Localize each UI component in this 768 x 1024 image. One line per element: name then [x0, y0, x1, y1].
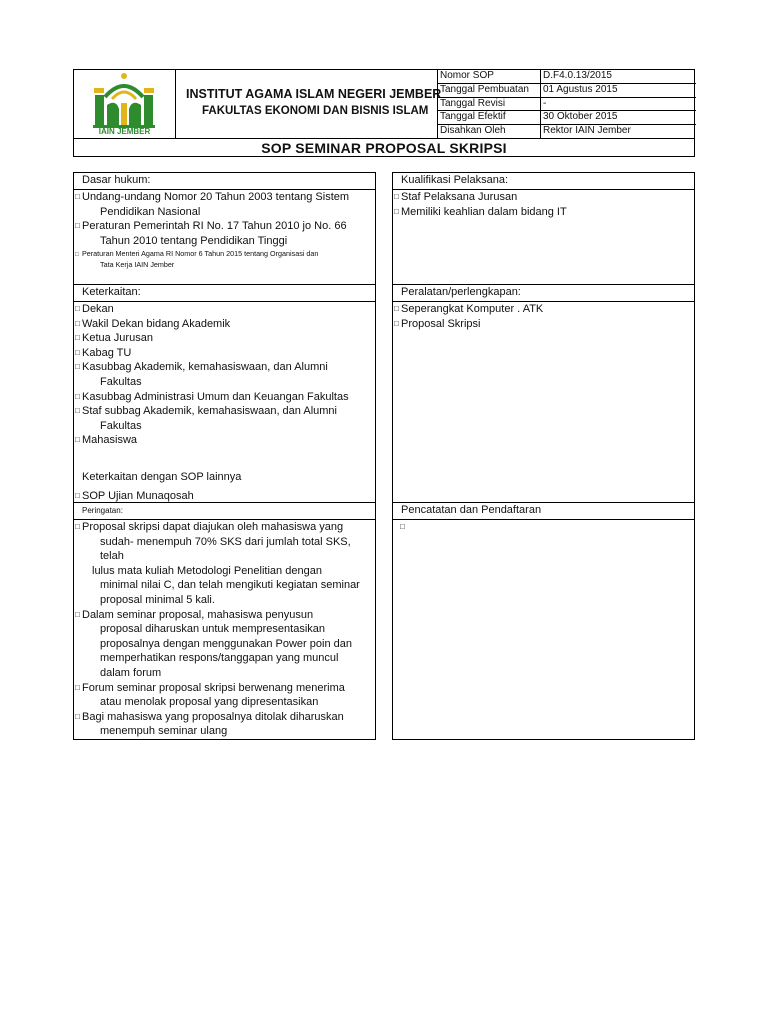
- section-heading: Keterkaitan:: [74, 285, 375, 302]
- item-text: Dalam seminar proposal, mahasiswa penyusun: [82, 608, 314, 621]
- kualifikasi-box: [392, 172, 695, 285]
- checkbox-bullet-icon: □: [75, 522, 80, 531]
- item-text-cont: Fakultas: [100, 419, 142, 432]
- list-item: [393, 190, 694, 205]
- meta-value: 30 Oktober 2015: [540, 110, 694, 124]
- list-item: [393, 520, 694, 535]
- meta-row: [438, 83, 696, 98]
- item-text-cont: sudah- menempuh 70% SKS dari jumlah total SKS, telah: [100, 535, 351, 563]
- peralatan-list: [393, 302, 694, 331]
- item-text-cont: atau menolak proposal yang dipresentasikan: [100, 696, 319, 709]
- dasar-hukum-list: [74, 190, 375, 270]
- checkbox-bullet-icon: □: [75, 406, 80, 416]
- checkbox-bullet-icon: □: [394, 206, 399, 216]
- list-item: [74, 608, 375, 681]
- item-text: Seperangkat Komputer . ATK: [401, 303, 544, 315]
- item-text: Forum seminar proposal skripsi berwenang menerima: [82, 681, 345, 694]
- item-text-cont: menempuh seminar ulang: [100, 725, 228, 738]
- item-text: Memiliki keahlian dalam bidang IT: [401, 205, 567, 218]
- item-text-cont: Pendidikan Nasional: [100, 205, 201, 218]
- item-text: Kasubbag Administrasi Umum dan Keuangan Fakultas: [82, 390, 349, 403]
- list-item: [74, 710, 375, 739]
- section-heading: Pencatatan dan Pendaftaran: [393, 503, 694, 520]
- checkbox-bullet-icon: □: [75, 682, 80, 692]
- logo-cell: [73, 69, 176, 138]
- checkbox-bullet-icon: □: [75, 192, 80, 201]
- item-text: Proposal skripsi dapat diajukan oleh mahasiswa yang: [82, 521, 344, 533]
- item-text: Dekan: [82, 303, 114, 315]
- checkbox-bullet-icon: □: [75, 318, 80, 328]
- list-item: [74, 681, 375, 710]
- list-item: [74, 219, 375, 248]
- item-text-cont: Fakultas: [100, 375, 142, 388]
- item-text: SOP Ujian Munaqosah: [82, 489, 194, 502]
- pencatatan-list: [393, 520, 694, 535]
- list-item: [74, 360, 375, 389]
- checkbox-bullet-icon: □: [75, 609, 80, 619]
- item-text-cont: minimal nilai C, dan telah mengikuti kegiatan seminar: [100, 579, 360, 592]
- item-text: Peraturan Pemerintah RI No. 17 Tahun 2010 jo No. 66: [82, 220, 347, 233]
- list-item: [74, 317, 375, 332]
- checkbox-bullet-icon: □: [75, 391, 80, 401]
- list-item: [393, 317, 694, 332]
- meta-row: [438, 110, 696, 125]
- section-heading: Kualifikasi Pelaksana:: [393, 173, 694, 190]
- peringatan-box: [73, 502, 376, 740]
- item-text: Kabag TU: [82, 346, 132, 359]
- item-text: Undang-undang Nomor 20 Tahun 2003 tentang Sistem: [82, 191, 350, 203]
- meta-label: Disahkan Oleh: [440, 125, 506, 137]
- item-text: [407, 520, 694, 535]
- checkbox-bullet-icon: □: [75, 362, 80, 372]
- item-text-cont: Tahun 2010 tentang Pendidikan Tinggi: [100, 234, 288, 247]
- meta-value: 01 Agustus 2015: [540, 83, 694, 97]
- item-text: Staf Pelaksana Jurusan: [401, 191, 518, 203]
- list-item: [74, 346, 375, 361]
- checkbox-bullet-icon: □: [75, 252, 79, 259]
- meta-label: Tanggal Efektif: [440, 111, 506, 123]
- item-text: Staf subbag Akademik, kemahasiswaan, dan Alumni: [82, 405, 337, 418]
- list-item: [74, 433, 375, 448]
- item-text-cont: dalam forum: [100, 666, 162, 679]
- list-item: [74, 390, 375, 405]
- meta-label: Nomor SOP: [440, 70, 494, 81]
- section-heading: Peringatan:: [74, 503, 375, 520]
- item-text-cont: lulus mata kuliah Metodologi Penelitian dengan: [92, 564, 322, 577]
- checkbox-bullet-icon: □: [75, 490, 80, 500]
- item-text-cont: proposalnya dengan menggunakan Power poin dan: [100, 637, 352, 650]
- list-item: [74, 489, 375, 504]
- meta-row: [438, 69, 696, 84]
- checkbox-bullet-icon: □: [400, 522, 405, 531]
- document-title: SOP SEMINAR PROPOSAL SKRIPSI: [73, 138, 695, 157]
- section-heading: Peralatan/perlengkapan:: [393, 285, 694, 302]
- meta-value: -: [540, 97, 694, 111]
- checkbox-bullet-icon: □: [75, 711, 80, 721]
- item-text: Peraturan Menteri Agama RI Nomor 6 Tahun 2015 tentang Organisasi dan: [82, 249, 319, 259]
- list-item: [74, 302, 375, 317]
- item-text: Mahasiswa: [82, 434, 138, 447]
- peralatan-box: [392, 284, 695, 503]
- checkbox-bullet-icon: □: [75, 347, 80, 357]
- logo-caption: IAIN JEMBER: [98, 127, 151, 136]
- checkbox-bullet-icon: □: [394, 304, 399, 313]
- meta-value: D.F4.0.13/2015: [540, 69, 694, 83]
- checkbox-bullet-icon: □: [75, 435, 80, 445]
- checkbox-bullet-icon: □: [394, 318, 399, 328]
- list-item: [393, 205, 694, 220]
- checkbox-bullet-icon: □: [75, 221, 80, 231]
- meta-label: Tanggal Revisi: [440, 97, 506, 109]
- keterkaitan-box: [73, 284, 376, 503]
- item-text: Wakil Dekan bidang Akademik: [82, 317, 231, 330]
- list-item: [74, 520, 375, 608]
- list-item: [393, 302, 694, 317]
- meta-label: Tanggal Pembuatan: [440, 83, 529, 95]
- item-text-cont: proposal minimal 5 kali.: [100, 593, 215, 606]
- institution-cell: [176, 69, 442, 138]
- item-text: Proposal Skripsi: [401, 317, 481, 330]
- checkbox-bullet-icon: □: [394, 192, 399, 201]
- item-text-cont: memperhatikan respons/tanggapan yang muncul: [100, 652, 339, 665]
- item-text: Kasubbag Akademik, kemahasiswaan, dan Alumni: [82, 361, 328, 374]
- list-item: [74, 331, 375, 346]
- dasar-hukum-box: [73, 172, 376, 285]
- institute-name: INSTITUT AGAMA ISLAM NEGERI JEMBER: [186, 87, 442, 101]
- peringatan-list: [74, 520, 375, 739]
- checkbox-bullet-icon: □: [75, 304, 80, 313]
- related-sop-label: Keterkaitan dengan SOP lainnya: [82, 470, 242, 483]
- sop-meta-table: [437, 69, 695, 138]
- keterkaitan-list: [74, 302, 375, 503]
- list-item: [74, 190, 375, 219]
- item-text: Bagi mahasiswa yang proposalnya ditolak diharuskan: [82, 710, 344, 723]
- faculty-name: FAKULTAS EKONOMI DAN BISNIS ISLAM: [202, 105, 429, 117]
- kualifikasi-list: [393, 190, 694, 219]
- item-text-cont: Tata Kerja IAIN Jember: [100, 260, 175, 270]
- item-text-cont: proposal diharuskan untuk mempresentasikan: [100, 623, 326, 636]
- meta-row: [438, 97, 696, 112]
- checkbox-bullet-icon: □: [75, 333, 80, 343]
- item-text: Ketua Jurusan: [82, 332, 153, 345]
- meta-value: Rektor IAIN Jember: [540, 124, 694, 138]
- meta-row: [438, 124, 696, 138]
- section-heading: Dasar hukum:: [74, 173, 375, 190]
- pencatatan-box: [392, 502, 695, 740]
- list-item: [74, 248, 375, 270]
- list-item: [74, 404, 375, 433]
